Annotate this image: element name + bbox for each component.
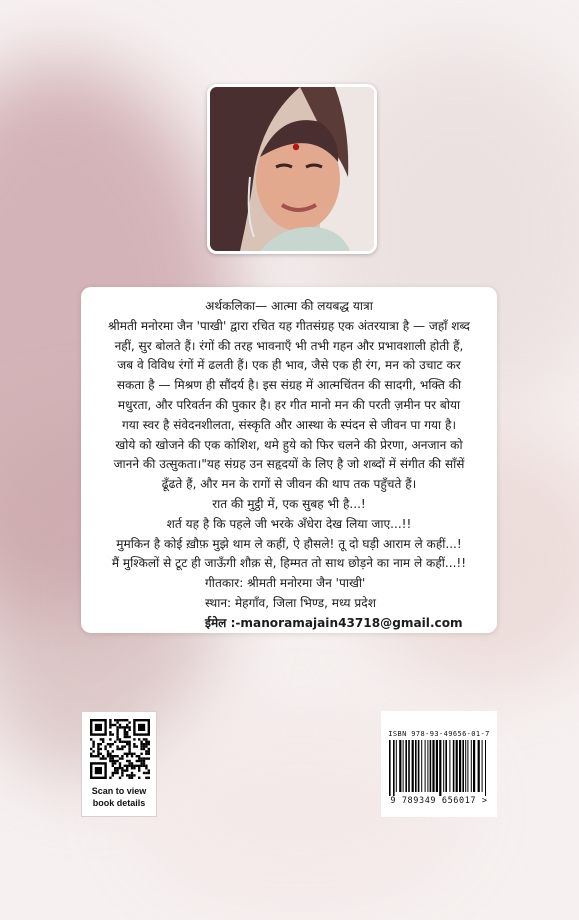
isbn-barcode-icon [387, 740, 491, 796]
poem-line: मुमकिन है कोई ख़ौफ़ मुझे थाम ले कहीं, ऐ हौसले! तू दो घड़ी आराम ले कहीं...! [116, 536, 462, 551]
poem-line: रात की मुट्ठी में, एक सुबह भी है...! [212, 496, 366, 511]
lyricist-credit: गीतकार: श्रीमती मनोरमा जैन 'पाखी' [205, 576, 366, 591]
isbn-barcode-box [381, 711, 497, 817]
description-line: ढूँढते हैं, और मन के रागों से जीवन की थाप तक पहुँचते हैं। [161, 477, 417, 492]
author-portrait-image [210, 87, 374, 251]
qr-code-box[interactable] [81, 711, 157, 817]
qr-code-icon [90, 719, 150, 779]
description-line: खोये को खोजने की एक कोशिश, थमे हुये को फिर चलने की प्रेरणा, अनजान को [115, 437, 463, 452]
isbn-label: ISBN 978-93-49656-01-7 [388, 730, 490, 738]
description-line: जानने की उत्सुकता।"यह संग्रह उन सहृदयों के लिए है जो शब्दों में संगीत की साँसें [113, 457, 465, 472]
ean-digits: 9 789349 656017 > [390, 796, 488, 806]
description-card [81, 287, 497, 633]
description-line: नहीं, सुर बोलते हैं। रंगों की तरह भावनाएँ भी तभी गहन और प्रभावशाली होती हैं, [114, 338, 464, 353]
description-line: श्रीमती मनोरमा जैन 'पाखी' द्वारा रचित यह गीतसंग्रह एक अंतरयात्रा है — जहाँ शब्द [108, 318, 470, 333]
qr-caption [82, 785, 156, 809]
qr-caption-line: book details [92, 798, 146, 808]
email-credit: ईमेल :-manoramajain43718@gmail.com [205, 615, 463, 630]
description-line: सकता है — मिश्रण ही सौंदर्य है। इस संग्रह में आत्मचिंतन की सादगी, भक्ति की [116, 378, 462, 393]
place-credit: स्थान: मेहगाँव, जिला भिण्ड, मध्य प्रदेश [205, 595, 376, 610]
description-line: गया स्वर है संवेदनशीलता, संस्कृति और आस्था के स्पंदन से जीवन पा गया है। [121, 417, 457, 432]
description-line: मधुरता, और परिवर्तन की पुकार है। हर गीत मानो मन की परती ज़मीन पर बोया [117, 397, 461, 412]
author-portrait [207, 84, 377, 254]
poem-line: मैं मुश्किलों से टूट ही जाऊँगी शौक़ से, हिम्मत तो साथ छोड़ने का नाम ले कहीं...!! [111, 556, 467, 571]
poem-line: शर्त यह है कि पहले जी भरके अँधेरा देख लिया जाए...!! [166, 516, 412, 531]
qr-caption-line: Scan to view [91, 786, 147, 796]
description-line: जब वे विविध रंगों में ढलती हैं। एक ही भाव, जैसे एक ही रंग, मन को उचाट कर [117, 358, 461, 373]
description-heading: अर्थकलिका— आत्मा की लयबद्ध यात्रा [205, 299, 373, 313]
